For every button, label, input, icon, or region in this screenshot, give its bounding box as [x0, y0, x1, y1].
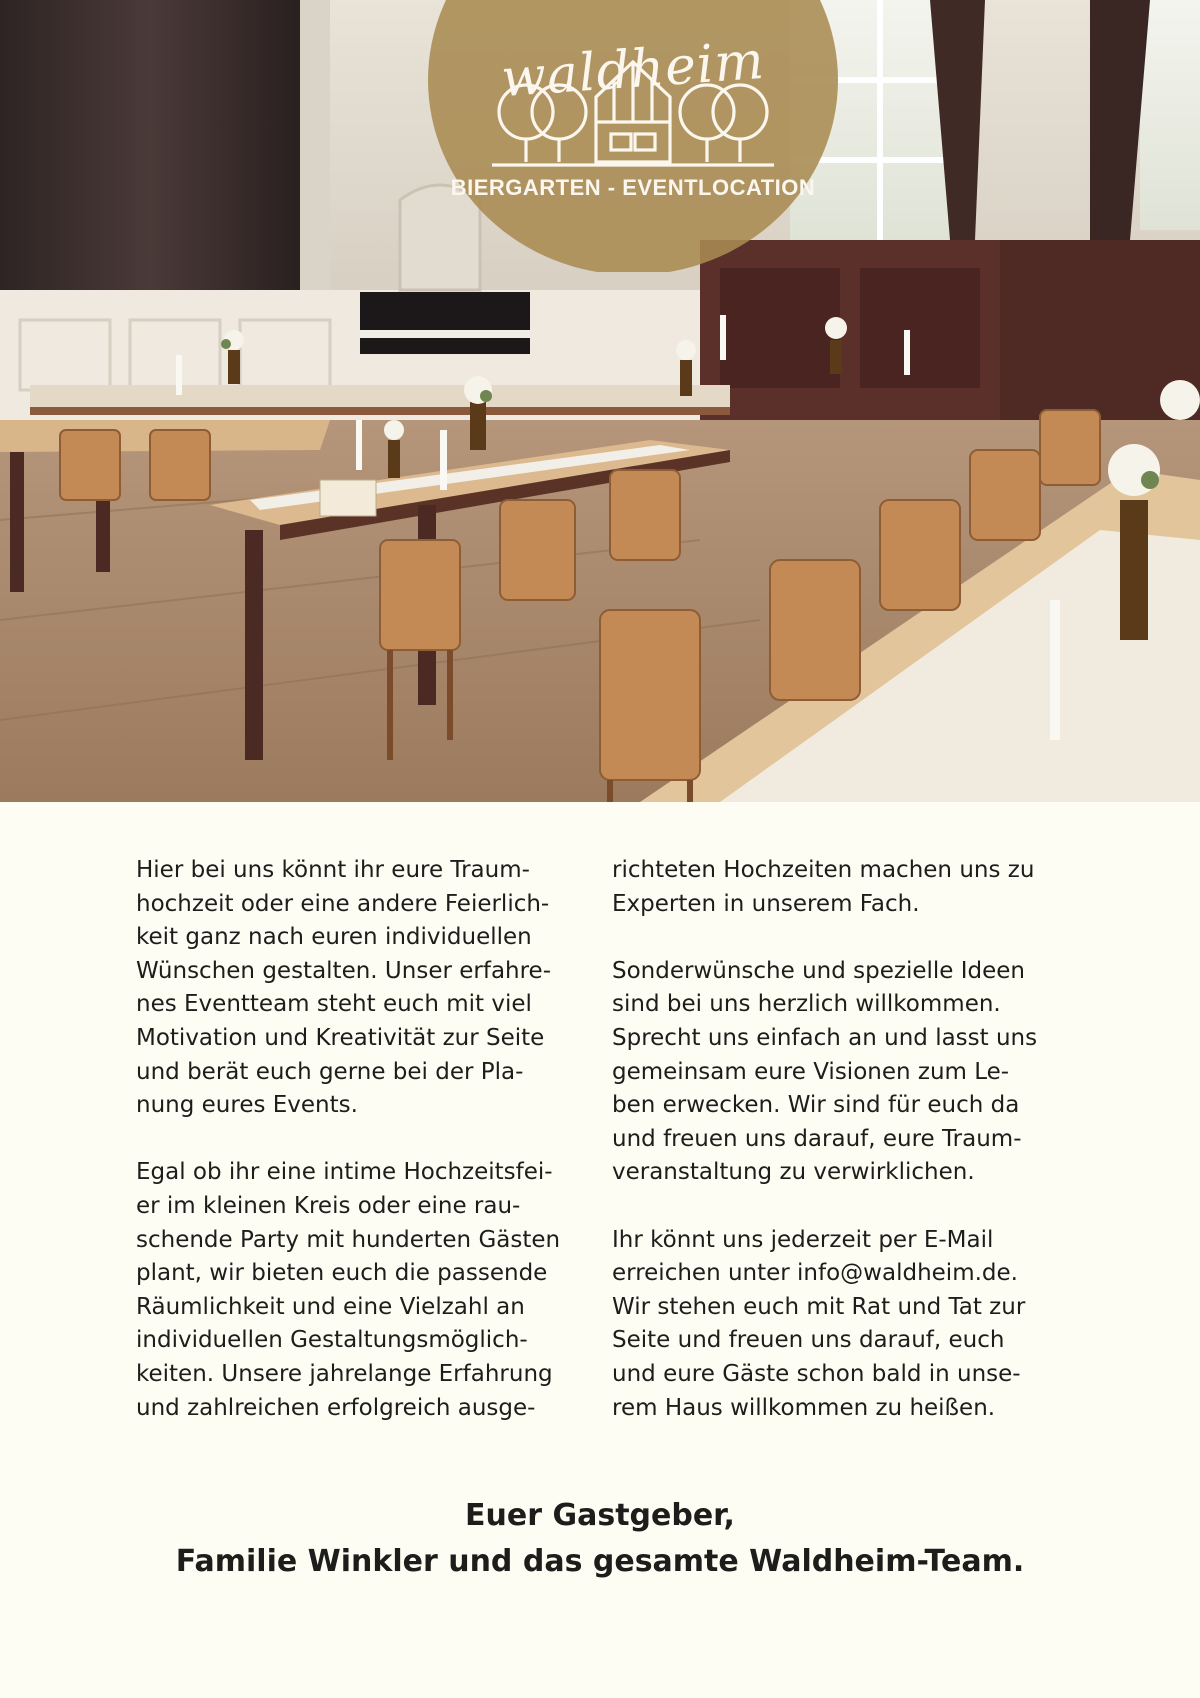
text-line: und freuen uns darauf, eure Traum-	[612, 1125, 1022, 1152]
text-line: und berät euch gerne bei der Pla-	[136, 1058, 524, 1085]
text-line: Wir stehen euch mit Rat und Tat zur	[612, 1293, 1026, 1320]
text-line: Motivation und Kreativität zur Seite	[136, 1024, 545, 1051]
text-line: er im kleinen Kreis oder eine rau-	[136, 1192, 521, 1219]
text-line: Räumlichkeit und eine Vielzahl an	[136, 1293, 525, 1320]
text-line: Sonderwünsche und spezielle Ideen	[612, 957, 1026, 984]
text-line: sind bei uns herzlich willkommen.	[612, 991, 1001, 1018]
text-line: nes Eventteam steht euch mit viel	[136, 991, 532, 1018]
text-line: plant, wir bieten euch die passende	[136, 1260, 548, 1287]
text-line: Seite und freuen uns darauf, euch	[612, 1327, 1005, 1354]
signature-names: Familie Winkler und das gesamte Waldheim-Team.	[175, 1544, 1025, 1579]
paragraph	[612, 955, 1082, 1190]
text-line: keiten. Unsere jahrelange Erfahrung	[136, 1360, 553, 1387]
paragraph	[612, 1224, 1082, 1426]
text-column-left	[136, 854, 596, 1425]
text-line: ben erwecken. Wir sind für euch da	[612, 1092, 1020, 1119]
text-line: individuellen Gestaltungsmöglich-	[136, 1327, 528, 1354]
paragraph	[136, 1156, 596, 1425]
text-line: Egal ob ihr eine intime Hochzeitsfei-	[136, 1159, 553, 1186]
text-line: keit ganz nach euren individuellen	[136, 924, 532, 951]
text-line: erreichen unter info@waldheim.de.	[612, 1260, 1018, 1287]
text-line: nung eures Events.	[136, 1092, 358, 1119]
text-line: Ihr könnt uns jederzeit per E-Mail	[612, 1226, 994, 1253]
text-line: und zahlreichen erfolgreich ausge-	[136, 1394, 536, 1421]
logo-tagline: BIERGARTEN - EVENTLOCATION	[450, 175, 816, 200]
text-line: Wünschen gestalten. Unser erfahre-	[136, 957, 552, 984]
logo-wordmark: waldheim	[499, 30, 767, 110]
text-line: Experten in unserem Fach.	[612, 890, 920, 917]
signature-greeting: Euer Gastgeber,	[465, 1498, 735, 1533]
text-line: schende Party mit hunderten Gästen	[136, 1226, 561, 1253]
paragraph	[136, 854, 596, 1123]
waldheim-logo	[428, 0, 838, 272]
text-line: rem Haus willkommen zu heißen.	[612, 1394, 996, 1421]
text-line: Sprecht uns einfach an und lasst uns	[612, 1024, 1038, 1051]
hero-photo	[0, 0, 1200, 802]
text-line: veranstaltung zu verwirklichen.	[612, 1159, 975, 1186]
text-line: und eure Gäste schon bald in unse-	[612, 1360, 1021, 1387]
paragraph	[612, 854, 1082, 921]
text-line: richteten Hochzeiten machen uns zu	[612, 857, 1035, 883]
signature	[0, 1493, 1200, 1585]
text-column-right	[612, 854, 1082, 1425]
text-line: hochzeit oder eine andere Feierlich-	[136, 890, 550, 917]
text-line: Hier bei uns könnt ihr eure Traum-	[136, 857, 530, 883]
text-line: gemeinsam eure Visionen zum Le-	[612, 1058, 1010, 1085]
